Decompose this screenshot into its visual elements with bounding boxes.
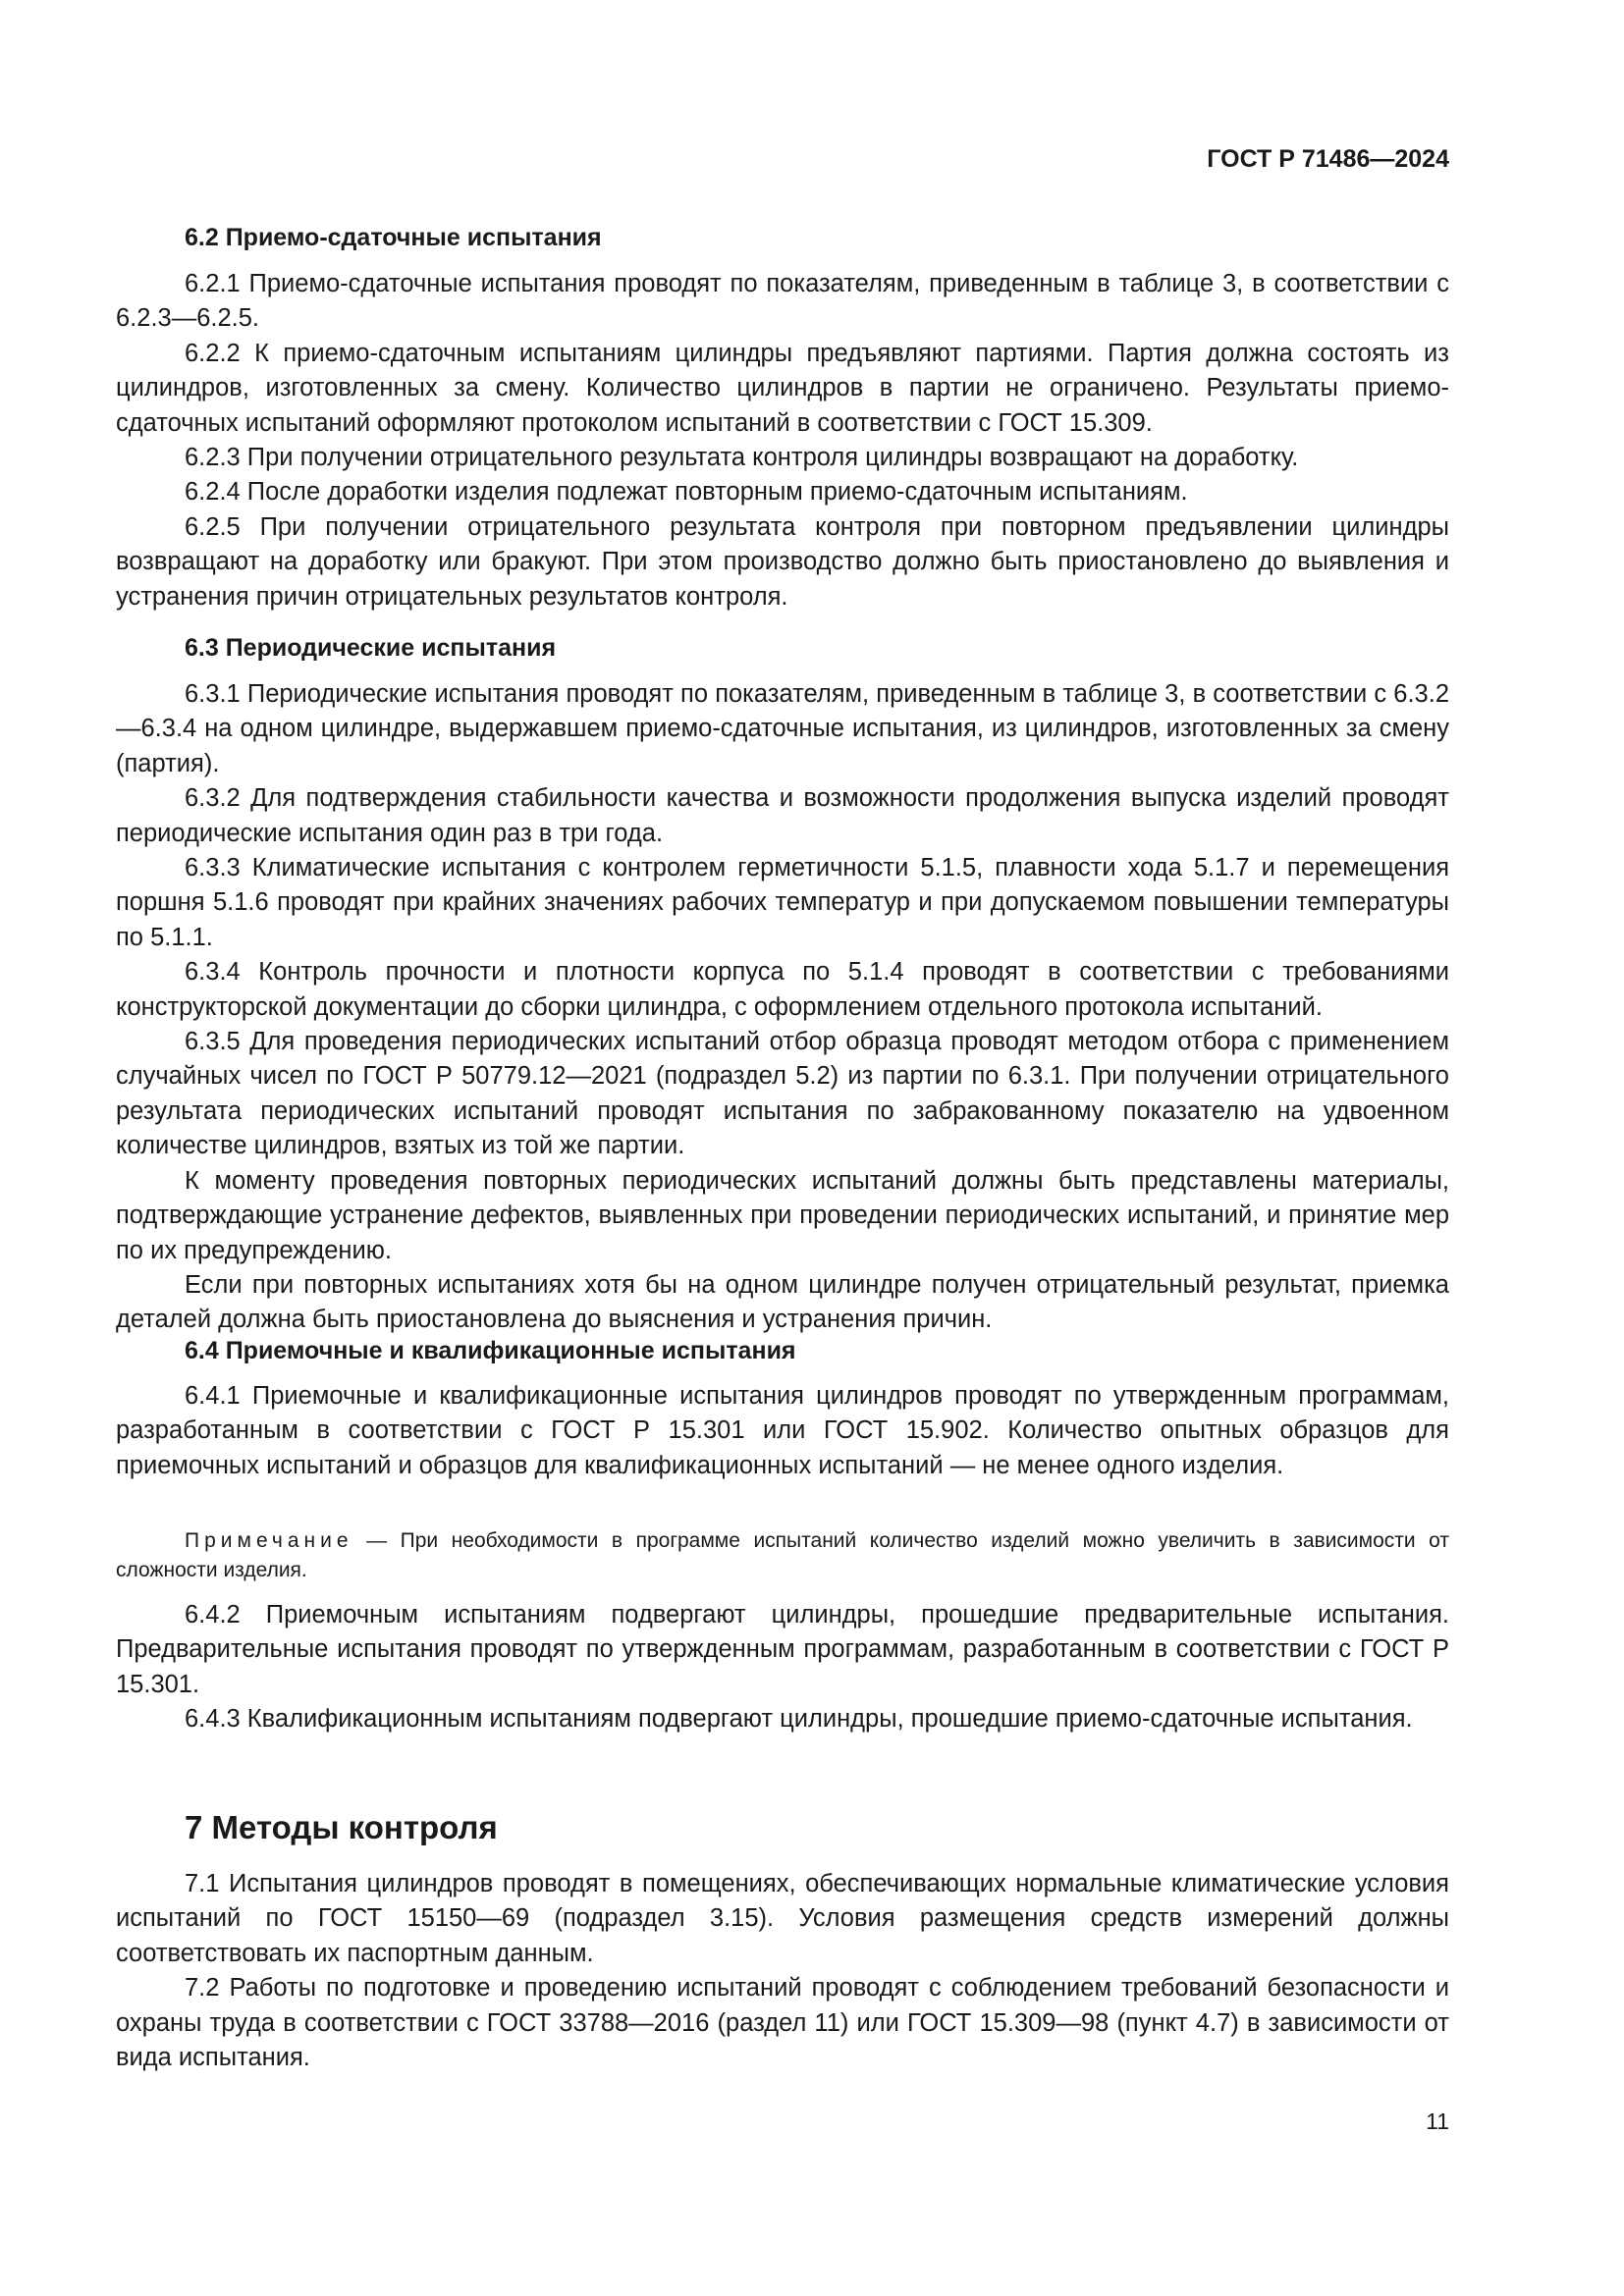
paragraph-6-2-4: 6.2.4 После доработки изделия подлежат повторным приемо-сдаточным испытаниям. [185, 478, 1188, 507]
section-7-body [116, 1867, 1449, 2075]
section-6-2-body [116, 267, 1449, 614]
paragraph-6-2-3: 6.2.3 При получении отрицательного результата контроля цилиндры возвращают на доработку. [185, 444, 1299, 472]
paragraph-7-1: 7.1 Испытания цилиндров проводят в помещениях, обеспечивающих нормальные климатические условия испытаний по ГОСТ 15150—69 (подраздел 3.15). Условия размещения средств измерений должны соответствовать их паспортным данным. [116, 1870, 1449, 1967]
paragraph-6-4-1: 6.4.1 Приемочные и квалификационные испытания цилиндров проводят по утвержденным программам, разработанным в соответствии с ГОСТ Р 15.301 или ГОСТ 15.902. Количество опытных образцов для приемочных испытаний и образцов для квалификационных испытаний — не менее одного изделия. [116, 1382, 1449, 1479]
note-text: — При необходимости в программе испытаний количество изделий можно увеличить в зависимости от сложности изделия. [116, 1529, 1449, 1581]
section-heading-6-3: 6.3 Периодические испытания [185, 634, 557, 662]
note-label: Примечание [185, 1529, 353, 1552]
paragraph-6-3-3: 6.3.3 Климатические испытания с контролем герметичности 5.1.5, плавности хода 5.1.7 и перемещения поршня 5.1.6 проводят при крайних значениях рабочих температур и при допускаемом повышении температуры по 5.1.1. [116, 854, 1449, 951]
section-6-4-body-2 [116, 1598, 1449, 1737]
paragraph-6-2-2: 6.2.2 К приемо-сдаточным испытаниям цилиндры предъявляют партиями. Партия должна состоять из цилиндров, изготовленных за смену. Количество цилиндров в партии не ограничено. Результаты приемо-сдаточных испытаний оформляют протоколом испытаний в соответствии с ГОСТ 15.309. [116, 339, 1449, 437]
note-paragraph [116, 1526, 1449, 1585]
paragraph-6-3-5-final: Если при повторных испытаниях хотя бы на одном цилиндре получен отрицательный результат, приемка деталей должна быть приостановлена до выяснения и устранения причин. [116, 1270, 1449, 1334]
section-6-3-body [116, 677, 1449, 1338]
section-heading-7: 7 Методы контроля [185, 1809, 498, 1845]
paragraph-6-3-4: 6.3.4 Контроль прочности и плотности корпуса по 5.1.4 проводят в соответствии с требованиями конструкторской документации до сборки цилиндра, с оформлением отдельного протокола испытаний. [116, 958, 1449, 1021]
section-heading-6-2: 6.2 Приемо-сдаточные испытания [185, 224, 602, 251]
paragraph-6-4-3: 6.4.3 Квалификационным испытаниям подвергают цилиндры, прошедшие приемо-сдаточные испытания. [185, 1705, 1413, 1734]
paragraph-6-2-5: 6.2.5 При получении отрицательного результата контроля при повторном предъявлении цилиндры возвращают на доработку или бракуют. При этом производство должно быть приостановлено до выявления и устранения причин отрицательных результатов контроля. [116, 512, 1449, 611]
section-7 [116, 1804, 1449, 1851]
section-6-4 [116, 1331, 1449, 1370]
paragraph-7-2: 7.2 Работы по подготовке и проведению испытаний проводят с соблюдением требований безопасности и охраны труда в соответствии с ГОСТ 33788—2016 (раздел 11) или ГОСТ 15.309—98 (пункт 4.7) в зависимости от вида испытания. [116, 1974, 1449, 2072]
paragraph-6-3-5: 6.3.5 Для проведения периодических испытаний отбор образца проводят методом отбора с применением случайных чисел по ГОСТ Р 50779.12—2021 (подраздел 5.2) из партии по 6.3.1. При получении отрицательного результата периодических испытаний проводят испытания по забракованному показателю на удвоенном количестве цилиндров, взятых из той же партии. [116, 1028, 1449, 1160]
paragraph-6-3-2: 6.3.2 Для подтверждения стабильности качества и возможности продолжения выпуска изделий проводят периодические испытания один раз в три года. [116, 784, 1449, 847]
page-number: 11 [1426, 2109, 1449, 2134]
paragraph-6-3-5-cont: К моменту проведения повторных периодических испытаний должны быть представлены материалы, подтверждающие устранение дефектов, выявленных при проведении периодических испытаний, и принятие мер по их предупреждению. [116, 1166, 1449, 1264]
paragraph-6-3-1: 6.3.1 Периодические испытания проводят по показателям, приведенным в таблице 3, в соответствии с 6.3.2—6.3.4 на одном цилиндре, выдержавшем приемо-сдаточные испытания, из цилиндров, изготовленных за смену (партия). [116, 680, 1449, 777]
section-6-3 [116, 628, 1449, 667]
document-header-id: ГОСТ Р 71486—2024 [1207, 145, 1449, 173]
paragraph-6-2-1: 6.2.1 Приемо-сдаточные испытания проводят по показателям, приведенным в таблице 3, в соответствии с 6.2.3—6.2.5. [116, 270, 1449, 333]
section-heading-6-4: 6.4 Приемочные и квалификационные испытания [185, 1337, 796, 1364]
paragraph-6-4-2: 6.4.2 Приемочным испытаниям подвергают цилиндры, прошедшие предварительные испытания. Предварительные испытания проводят по утвержденным программам, разработанным в соответствии с ГОСТ Р 15.301. [116, 1601, 1449, 1698]
note-block [116, 1526, 1449, 1585]
section-6-2 [116, 218, 1449, 257]
section-6-4-body [116, 1379, 1449, 1483]
